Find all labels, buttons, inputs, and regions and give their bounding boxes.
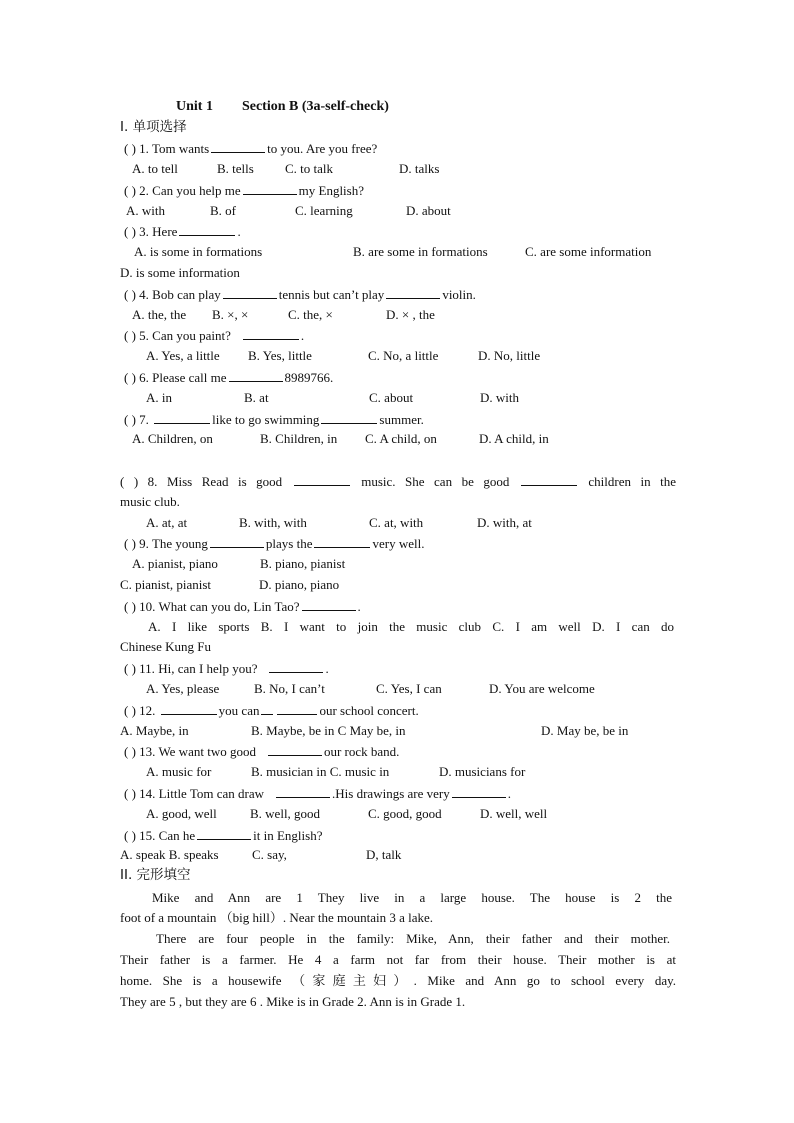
- blank[interactable]: [452, 784, 506, 798]
- question-12: ( ) 12. you can our school concert.: [124, 703, 419, 718]
- question-3: ( ) 3. Here .: [124, 224, 241, 239]
- blank[interactable]: [243, 181, 297, 195]
- blank[interactable]: [243, 326, 299, 340]
- unit-label: Unit 1: [176, 99, 213, 114]
- question-7: ( ) 7. like to go swimming summer.: [124, 412, 424, 427]
- question-9-options: A. pianist, piano B. piano, pianist: [132, 556, 346, 571]
- question-2-options: A. with B. of C. learning D. about: [126, 203, 451, 218]
- question-11-options: A. Yes, please B. No, I can’t C. Yes, I can D. You are welcome: [146, 681, 595, 696]
- blank[interactable]: [268, 742, 322, 756]
- part2-heading: II. 完形填空: [120, 867, 191, 883]
- question-10-options: A. I like sports B. I want to join the music club C. I am well D. I can do: [148, 619, 675, 634]
- blank[interactable]: [229, 368, 283, 382]
- blank[interactable]: [154, 410, 210, 424]
- blank[interactable]: [211, 139, 265, 153]
- passage-line: Their father is a farmer. He 4 a farm not far from their house. Their mother is at: [120, 952, 676, 967]
- question-11: ( ) 11. Hi, can I help you? .: [124, 661, 329, 676]
- question-4-options: A. the, the B. ×, × C. the, × D. × , the: [132, 307, 435, 322]
- question-13: ( ) 13. We want two good our rock band.: [124, 744, 400, 759]
- blank[interactable]: [276, 784, 330, 798]
- blank[interactable]: [179, 222, 235, 236]
- question-12-options: A. Maybe, in B. Maybe, be in C May be, in D. May be, be in: [120, 723, 629, 738]
- question-5-options: A. Yes, a little B. Yes, little C. No, a little D. No, little: [146, 348, 541, 363]
- section-label: Section B (3a-self-check): [241, 99, 389, 114]
- blank[interactable]: [161, 701, 217, 715]
- question-8-options: A. at, at B. with, with C. at, with D. with, at: [146, 515, 532, 530]
- question-10-options-cont: Chinese Kung Fu: [120, 639, 211, 654]
- question-1-options: A. to tell B. tells C. to talk D. talks: [132, 161, 440, 176]
- question-10: ( ) 10. What can you do, Lin Tao? .: [124, 599, 361, 614]
- passage-line: They are 5 , but they are 6 . Mike is in Grade 2. Ann is in Grade 1.: [120, 994, 466, 1009]
- question-6-options: A. in B. at C. about D. with: [146, 390, 519, 405]
- question-13-options: A. music for B. musician in C. music in D. musicians for: [146, 764, 526, 779]
- blank[interactable]: [314, 534, 370, 548]
- question-1: ( ) 1. Tom wants to you. Are you free?: [124, 141, 378, 156]
- blank[interactable]: [302, 597, 356, 611]
- blank[interactable]: [294, 472, 350, 486]
- question-15: ( ) 15. Can he it in English?: [124, 828, 323, 843]
- blank[interactable]: [197, 826, 251, 840]
- blank[interactable]: [261, 701, 273, 715]
- question-3-options: A. is some in formations B. are some in formations C. are some information: [134, 244, 652, 259]
- question-5: ( ) 5. Can you paint? .: [124, 328, 305, 343]
- blank[interactable]: [321, 410, 377, 424]
- passage-line: foot of a mountain （big hill）. Near the mountain 3 a lake.: [120, 910, 434, 925]
- blank[interactable]: [277, 701, 317, 715]
- passage-line: There are four people in the family: Mike, Ann, their father and their mother.: [156, 931, 670, 946]
- question-7-options: A. Children, on B. Children, in C. A child, on D. A child, in: [132, 431, 549, 446]
- question-9: ( ) 9. The young plays the very well.: [124, 536, 425, 551]
- question-14: ( ) 14. Little Tom can draw .His drawings are very .: [124, 786, 511, 801]
- question-8: ( ) 8. Miss Read is good music. She can be good children in the: [120, 474, 677, 489]
- question-15-options: A. speak B. speaks C. say, D, talk: [120, 847, 402, 862]
- passage-line: home. She is a housewife （家庭主妇）. Mike and Ann go to school every day.: [120, 973, 676, 988]
- blank[interactable]: [223, 285, 277, 299]
- question-3-options-cont: D. is some information: [120, 265, 240, 280]
- question-2: ( ) 2. Can you help me my English?: [124, 183, 364, 198]
- blank[interactable]: [386, 285, 440, 299]
- blank[interactable]: [210, 534, 264, 548]
- part1-heading: I. 单项选择: [120, 119, 187, 135]
- blank[interactable]: [521, 472, 577, 486]
- blank[interactable]: [269, 659, 323, 673]
- question-6: ( ) 6. Please call me 8989766.: [124, 370, 334, 385]
- question-8-cont: music club.: [120, 494, 180, 509]
- question-4: ( ) 4. Bob can play tennis but can’t play violin.: [124, 287, 476, 302]
- passage-line: Mike and Ann are 1 They live in a large house. The house is 2 the: [152, 890, 672, 905]
- question-14-options: A. good, well B. well, good C. good, good D. well, well: [146, 806, 548, 821]
- question-9-options-cont: C. pianist, pianist D. piano, piano: [120, 577, 340, 592]
- page-title: [176, 98, 389, 116]
